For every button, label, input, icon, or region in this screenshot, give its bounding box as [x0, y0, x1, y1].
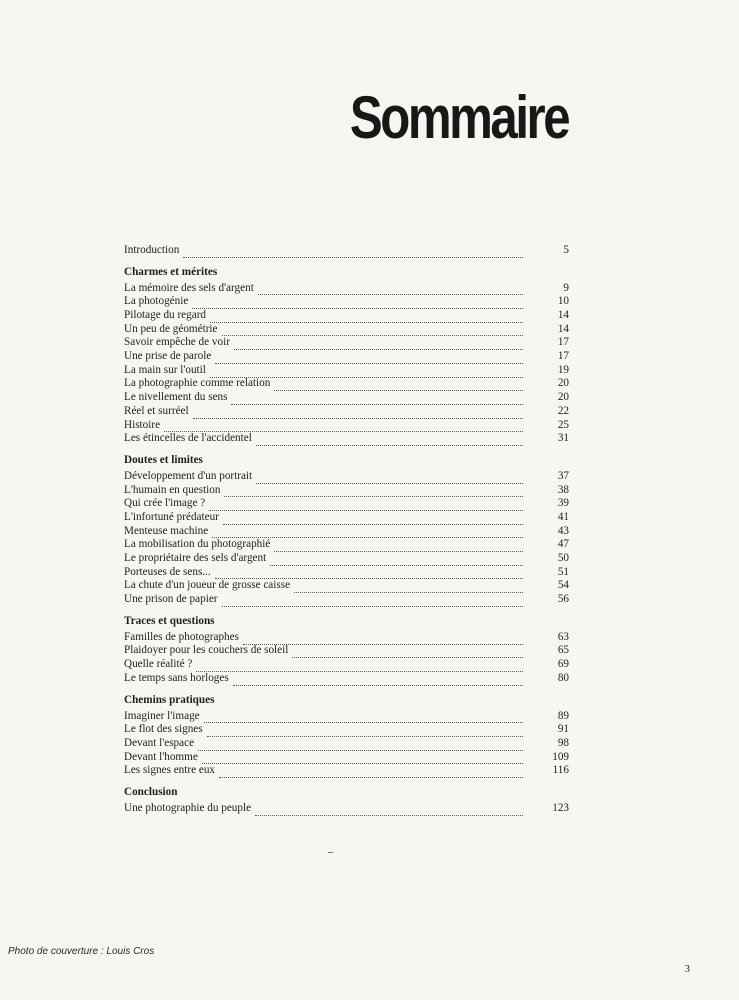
- toc-entry-title: Introduction: [124, 243, 180, 256]
- toc-entry-page: 25: [557, 418, 569, 431]
- dot-leader: [274, 382, 523, 391]
- dot-leader: [210, 314, 523, 323]
- dot-leader: [219, 769, 523, 778]
- toc-entry[interactable]: [124, 658, 569, 672]
- toc-entry-title: Le flot des signes: [124, 723, 203, 736]
- dot-leader: [258, 286, 523, 295]
- toc-entry-title: Porteuses de sens...: [124, 565, 211, 578]
- toc-entry-title: Quelle réalité ?: [124, 658, 193, 671]
- dot-leader: [256, 437, 523, 446]
- toc-entry-title: Une prise de parole: [124, 350, 212, 363]
- toc-entry[interactable]: [124, 350, 569, 364]
- toc-entry-page: 39: [557, 497, 569, 510]
- dot-leader: [233, 677, 523, 686]
- toc-entry-title: Le propriétaire des sels d'argent: [124, 552, 267, 565]
- toc-entry-title: Imaginer l'image: [124, 709, 200, 722]
- toc-entry-page: 69: [557, 658, 569, 671]
- dot-leader: [222, 598, 523, 607]
- toc-entry-title: Qui crée l'image ?: [124, 497, 206, 510]
- toc-entry-page: 65: [557, 644, 569, 657]
- toc-entry-title: La main sur l'outil: [124, 363, 206, 376]
- dot-leader: [215, 570, 523, 579]
- toc-entry-page: 20: [557, 391, 569, 404]
- toc-entry[interactable]: [124, 497, 569, 511]
- toc-entry-page: 17: [557, 350, 569, 363]
- dot-leader: [223, 516, 523, 525]
- dot-leader: [209, 502, 523, 511]
- toc-entry-page: 50: [557, 552, 569, 565]
- dot-leader: [212, 529, 523, 538]
- toc-entry-title: La photographie comme relation: [124, 377, 271, 390]
- toc-entry-page: 116: [552, 764, 569, 777]
- toc-entry[interactable]: [124, 511, 569, 525]
- toc-entry-page: 43: [557, 524, 569, 537]
- dot-leader: [222, 327, 523, 336]
- dot-leader: [192, 300, 523, 309]
- toc-entry[interactable]: [124, 593, 569, 607]
- toc-entry[interactable]: [124, 470, 569, 484]
- toc-entry-introduction[interactable]: [124, 244, 569, 258]
- toc-entry-title: Devant l'homme: [124, 750, 198, 763]
- dot-leader: [294, 584, 523, 593]
- toc-entry-page: 109: [552, 750, 569, 763]
- toc-entry-title: Développement d'un portrait: [124, 469, 253, 482]
- toc-entry-page: 123: [552, 801, 569, 814]
- toc-section-heading: Conclusion: [124, 786, 178, 798]
- toc-entry[interactable]: [124, 751, 569, 765]
- toc-entry-title: Plaidoyer pour les couchers de soleil: [124, 644, 289, 657]
- toc-entry-page: 22: [557, 404, 569, 417]
- toc-entry[interactable]: [124, 737, 569, 751]
- toc-entry[interactable]: [124, 525, 569, 539]
- toc-entry[interactable]: [124, 631, 569, 645]
- toc-entry[interactable]: [124, 391, 569, 405]
- dot-leader: [210, 369, 523, 378]
- table-of-contents: [124, 244, 569, 816]
- toc-entry-page: 17: [557, 336, 569, 349]
- toc-section-heading: Chemins pratiques: [124, 693, 215, 706]
- toc-entry[interactable]: [124, 364, 569, 378]
- toc-entry-page: 14: [557, 309, 569, 322]
- toc-entry[interactable]: [124, 405, 569, 419]
- toc-entry-title: Le temps sans horloges: [124, 671, 229, 684]
- toc-entry[interactable]: [124, 723, 569, 737]
- toc-entry[interactable]: [124, 802, 569, 816]
- toc-entry[interactable]: [124, 764, 569, 778]
- dot-leader: [193, 410, 523, 419]
- toc-sections: [124, 266, 569, 816]
- dot-leader: [204, 714, 523, 723]
- toc-entry[interactable]: [124, 282, 569, 296]
- toc-entry[interactable]: [124, 419, 569, 433]
- toc-entry-title: Un peu de géométrie: [124, 322, 218, 335]
- toc-entry[interactable]: [124, 710, 569, 724]
- toc-entry[interactable]: [124, 552, 569, 566]
- toc-entry-page: 5: [563, 243, 569, 256]
- dot-leader: [292, 649, 523, 658]
- toc-entry[interactable]: [124, 336, 569, 350]
- print-mark: [328, 852, 333, 853]
- toc-entry-page: 80: [557, 671, 569, 684]
- toc-entry[interactable]: [124, 432, 569, 446]
- toc-entry-title: Une prison de papier: [124, 593, 218, 606]
- toc-entry-title: L'infortuné prédateur: [124, 510, 219, 523]
- dot-leader: [207, 728, 523, 737]
- toc-entry-title: L'humain en question: [124, 483, 221, 496]
- cover-photo-credit: Photo de couverture : Louis Cros: [8, 946, 155, 957]
- toc-entry[interactable]: [124, 295, 569, 309]
- toc-entry-title: La mémoire des sels d'argent: [124, 281, 254, 294]
- dot-leader: [255, 807, 523, 816]
- dot-leader: [196, 663, 523, 672]
- toc-entry-page: 89: [557, 709, 569, 722]
- dot-leader: [215, 355, 523, 364]
- toc-entry-title: La chute d'un joueur de grosse caisse: [124, 579, 291, 592]
- toc-entry-title: Menteuse machine: [124, 524, 209, 537]
- dot-leader: [256, 475, 523, 484]
- toc-entry-page: 47: [557, 538, 569, 551]
- toc-entry-page: 63: [557, 630, 569, 643]
- dot-leader: [202, 755, 523, 764]
- toc-entry-title: La mobilisation du photographié: [124, 538, 271, 551]
- dot-leader: [234, 341, 523, 350]
- toc-entry[interactable]: [124, 484, 569, 498]
- dot-leader: [243, 636, 523, 645]
- toc-entry-page: 19: [557, 363, 569, 376]
- toc-entry-title: Devant l'espace: [124, 736, 195, 749]
- toc-entry-title: Les signes entre eux: [124, 764, 216, 777]
- toc-entry-page: 37: [557, 469, 569, 482]
- toc-entry-title: Savoir empêche de voir: [124, 336, 230, 349]
- toc-section-heading: Charmes et mérites: [124, 265, 218, 278]
- dot-leader: [231, 396, 523, 405]
- toc-section-heading: Traces et questions: [124, 614, 215, 627]
- toc-entry[interactable]: [124, 309, 569, 323]
- toc-entry[interactable]: [124, 538, 569, 552]
- dot-leader: [274, 543, 523, 552]
- dot-leader: [224, 488, 523, 497]
- toc-entry-page: 54: [557, 579, 569, 592]
- toc-entry-title: Familles de photographes: [124, 630, 239, 643]
- toc-entry-title: Pilotage du regard: [124, 309, 207, 322]
- toc-entry[interactable]: [124, 672, 569, 686]
- toc-entry-page: 38: [557, 483, 569, 496]
- page-number: 3: [684, 963, 690, 975]
- toc-entry[interactable]: [124, 579, 569, 593]
- toc-entry-title: Les étincelles de l'accidentel: [124, 432, 252, 445]
- toc-entry-page: 20: [557, 377, 569, 390]
- toc-entry-page: 10: [557, 295, 569, 308]
- toc-entry-page: 98: [557, 736, 569, 749]
- toc-entry-page: 14: [557, 322, 569, 335]
- toc-entry-page: 51: [557, 565, 569, 578]
- toc-entry-page: 91: [557, 723, 569, 736]
- toc-entry-page: 41: [557, 510, 569, 523]
- toc-entry-title: Réel et surréel: [124, 404, 189, 417]
- toc-entry[interactable]: [124, 378, 569, 392]
- toc-entry-title: Une photographie du peuple: [124, 801, 252, 814]
- dot-leader: [164, 423, 523, 432]
- dot-leader: [198, 742, 523, 751]
- toc-entry-page: 31: [557, 432, 569, 445]
- toc-entry[interactable]: [124, 566, 569, 580]
- toc-entry[interactable]: [124, 323, 569, 337]
- toc-entry-title: Histoire: [124, 418, 161, 431]
- toc-entry-title: La photogénie: [124, 295, 189, 308]
- toc-entry[interactable]: [124, 645, 569, 659]
- dot-leader: [183, 249, 523, 258]
- toc-section-heading: Doutes et limites: [124, 453, 203, 466]
- toc-entry-page: 56: [557, 593, 569, 606]
- toc-entry-title: Le nivellement du sens: [124, 391, 228, 404]
- page-title: Sommaire: [349, 84, 568, 151]
- dot-leader: [270, 557, 523, 566]
- toc-entry-page: 9: [563, 281, 569, 294]
